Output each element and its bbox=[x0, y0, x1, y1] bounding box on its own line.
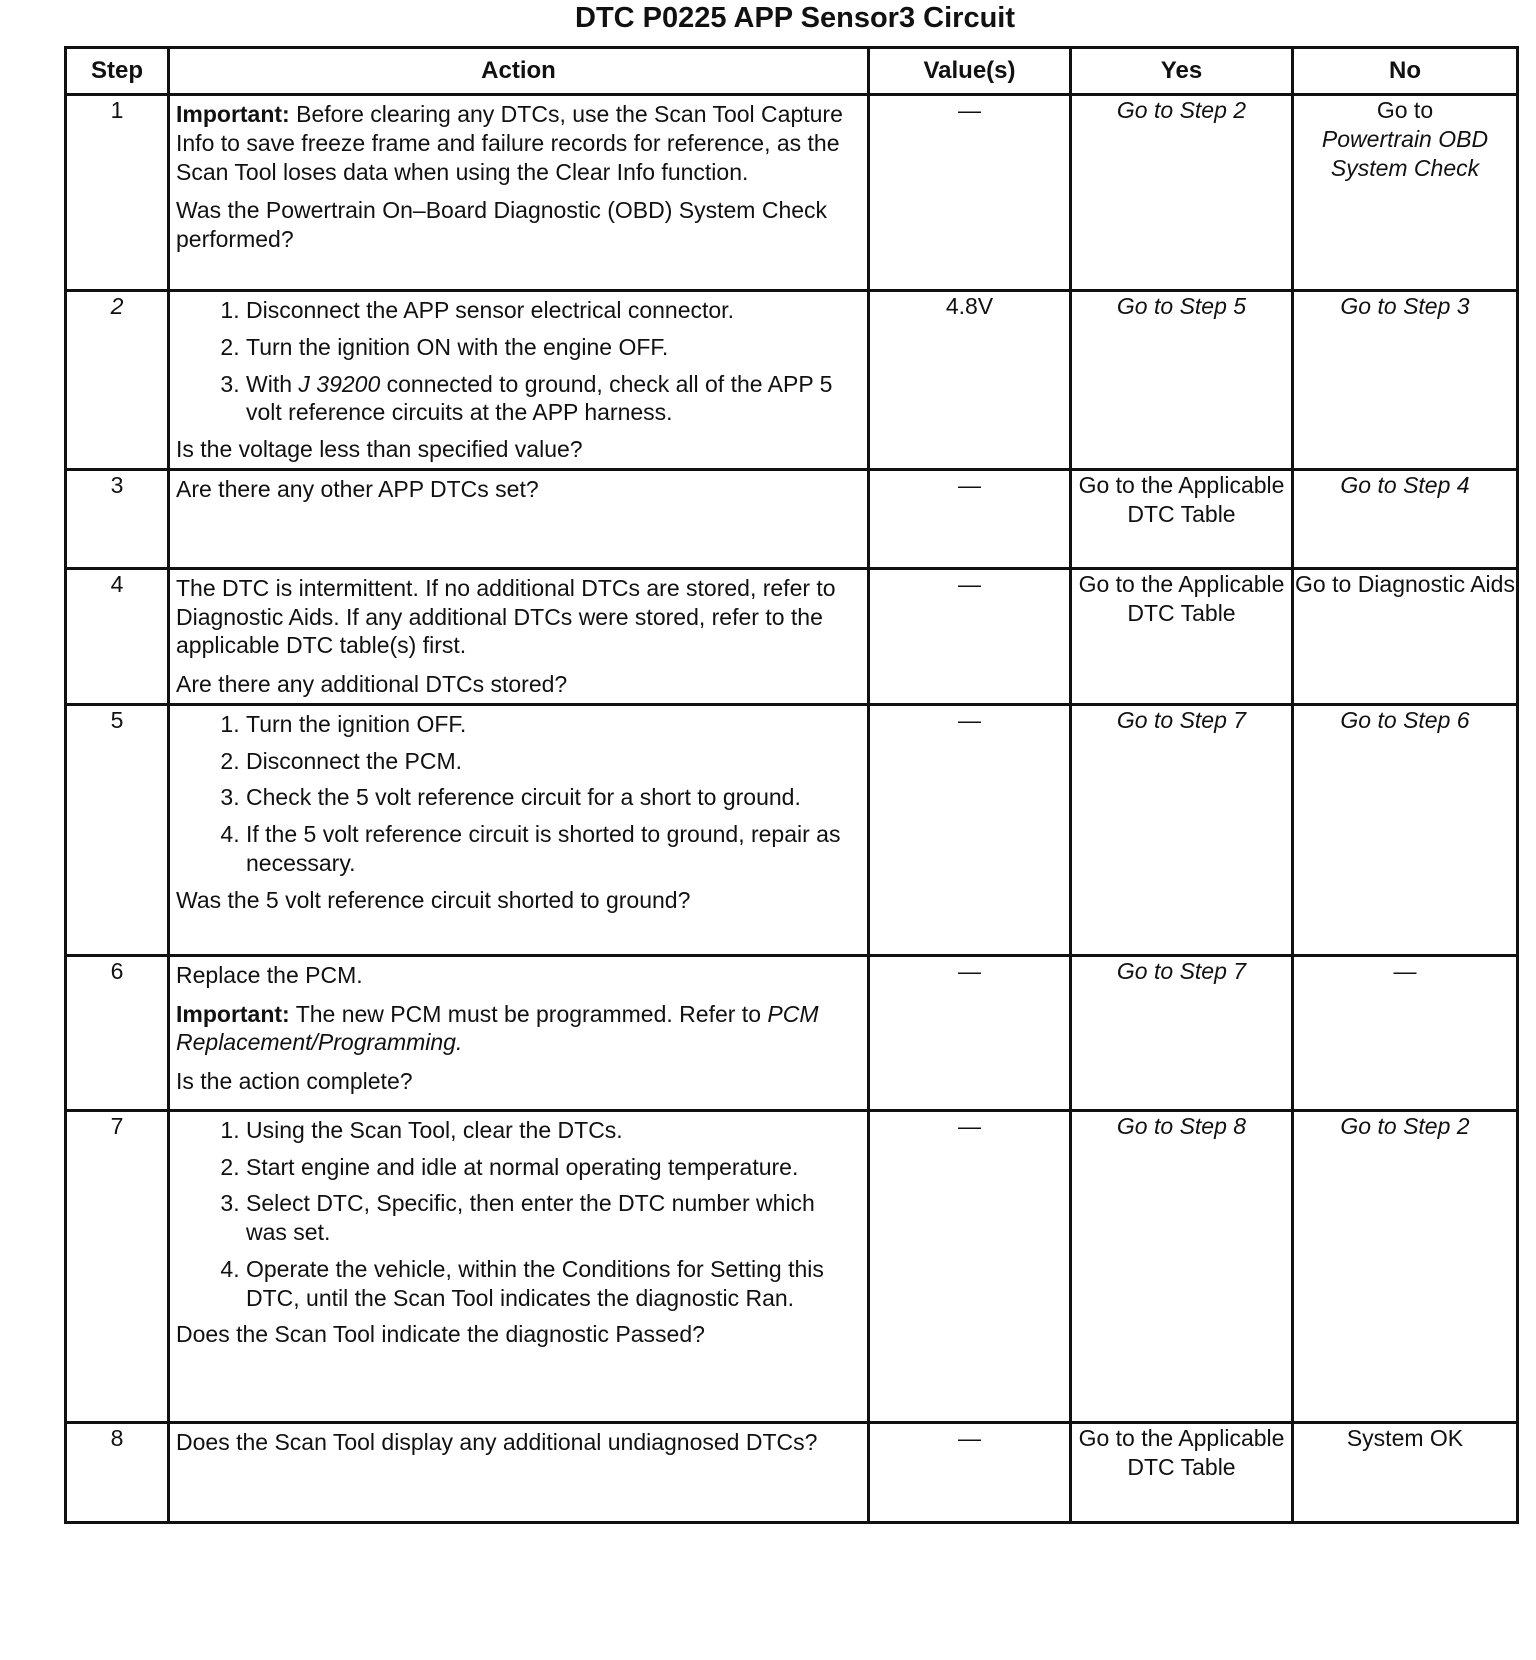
step-number: 4 bbox=[66, 568, 169, 704]
no-prefix: Go to bbox=[1376, 97, 1434, 123]
action-cell bbox=[169, 291, 869, 470]
page-title: DTC P0225 APP Sensor3 Circuit bbox=[575, 2, 1015, 34]
table-row-step-1 bbox=[66, 95, 1518, 291]
value-cell: — bbox=[869, 955, 1071, 1110]
no-cell[interactable]: Go to Step 3 bbox=[1293, 291, 1518, 470]
important-label: Important: bbox=[176, 101, 290, 127]
table-row-step-4 bbox=[66, 568, 1518, 704]
important-text: The new PCM must be programmed. Refer to bbox=[289, 1000, 768, 1027]
action-step: 4. Operate the vehicle, within the Conditions for Setting this DTC, until the Scan Tool indicates the diagnostic Ran. bbox=[246, 1255, 861, 1313]
action-question: Is the voltage less than specified value? bbox=[176, 436, 583, 462]
action-cell bbox=[169, 568, 869, 704]
value-cell: — bbox=[869, 704, 1071, 955]
action-step: 1. Turn the ignition OFF. bbox=[246, 710, 861, 739]
yes-cell[interactable]: Go to Step 7 bbox=[1071, 704, 1293, 955]
action-cell bbox=[169, 955, 869, 1110]
action-question: Does the Scan Tool indicate the diagnostic Passed? bbox=[176, 1321, 705, 1348]
yes-cell[interactable]: Go to the Applicable DTC Table bbox=[1071, 568, 1293, 704]
table-row-step-2 bbox=[66, 291, 1518, 470]
header-values: Value(s) bbox=[869, 48, 1071, 95]
header-action: Action bbox=[169, 48, 869, 95]
action-step: 4. If the 5 volt reference circuit is shorted to ground, repair as necessary. bbox=[246, 820, 861, 878]
no-cell[interactable]: Go to Step 6 bbox=[1293, 704, 1518, 955]
no-cell[interactable]: System OK bbox=[1293, 1422, 1518, 1522]
action-steps bbox=[176, 296, 861, 427]
yes-cell[interactable]: Go to Step 2 bbox=[1071, 95, 1293, 291]
no-cell[interactable]: Go to Step 2 bbox=[1293, 1110, 1518, 1422]
step-number: 1 bbox=[66, 95, 169, 291]
action-step: 1. Using the Scan Tool, clear the DTCs. bbox=[246, 1116, 861, 1145]
step-number: 6 bbox=[66, 955, 169, 1110]
action-question: Is the action complete? bbox=[176, 1068, 413, 1094]
action-step: 2. Start engine and idle at normal operating temperature. bbox=[246, 1153, 861, 1182]
action-cell bbox=[169, 469, 869, 568]
value-cell: — bbox=[869, 469, 1071, 568]
action-cell bbox=[169, 1422, 869, 1522]
action-step: 2. Disconnect the PCM. bbox=[246, 747, 861, 776]
action-cell bbox=[169, 1110, 869, 1422]
action-steps bbox=[176, 710, 861, 878]
value-cell: — bbox=[869, 95, 1071, 291]
no-cell: — bbox=[1293, 955, 1518, 1110]
yes-cell[interactable]: Go to Step 5 bbox=[1071, 291, 1293, 470]
action-question: Are there any other APP DTCs set? bbox=[176, 475, 539, 502]
action-text: The DTC is intermittent. If no additional DTCs are stored, refer to Diagnostic Aids. If any additional DTCs were stored, refer to the applicable DTC table(s) first. bbox=[176, 574, 836, 659]
table-row-step-5 bbox=[66, 704, 1518, 955]
no-cell[interactable]: Go to Diagnostic Aids bbox=[1293, 568, 1518, 704]
value-cell: — bbox=[869, 568, 1071, 704]
yes-cell[interactable]: Go to the Applicable DTC Table bbox=[1071, 469, 1293, 568]
action-question: Was the 5 volt reference circuit shorted to ground? bbox=[176, 886, 691, 913]
yes-cell[interactable]: Go to Step 7 bbox=[1071, 955, 1293, 1110]
reference-link[interactable]: PCM Replacement/Programming. bbox=[176, 1000, 819, 1056]
header-yes: Yes bbox=[1071, 48, 1293, 95]
action-step: 2. Turn the ignition ON with the engine OFF. bbox=[246, 333, 861, 362]
action-question: Does the Scan Tool display any additional undiagnosed DTCs? bbox=[176, 1428, 818, 1455]
no-link[interactable]: Powertrain OBD System Check bbox=[1321, 125, 1489, 181]
value-cell: 4.8V bbox=[869, 291, 1071, 470]
tool-ref: J 39200 bbox=[298, 370, 381, 397]
important-text: Before clearing any DTCs, use the Scan Tool Capture Info to save freeze frame and failure records for reference, as the Scan Tool loses data when using the Clear Info function. bbox=[176, 101, 843, 185]
step-number: 5 bbox=[66, 704, 169, 955]
action-cell bbox=[169, 704, 869, 955]
action-question: Was the Powertrain On–Board Diagnostic (OBD) System Check performed? bbox=[176, 197, 828, 252]
action-cell bbox=[169, 95, 869, 291]
header-step: Step bbox=[66, 48, 169, 95]
step-number: 8 bbox=[66, 1422, 169, 1522]
dtc-table bbox=[64, 46, 1519, 1524]
important-note bbox=[176, 100, 861, 186]
action-step: 3. Check the 5 volt reference circuit for a short to ground. bbox=[246, 783, 861, 812]
action-step: 3. Select DTC, Specific, then enter the DTC number which was set. bbox=[246, 1189, 861, 1247]
important-note bbox=[176, 1000, 861, 1058]
no-cell[interactable] bbox=[1293, 95, 1518, 291]
action-steps bbox=[176, 1116, 861, 1313]
yes-cell[interactable]: Go to the Applicable DTC Table bbox=[1071, 1422, 1293, 1522]
table-row-step-3 bbox=[66, 469, 1518, 568]
no-cell[interactable]: Go to Step 4 bbox=[1293, 469, 1518, 568]
action-question: Are there any additional DTCs stored? bbox=[176, 671, 568, 697]
step-number: 7 bbox=[66, 1110, 169, 1422]
table-row-step-7 bbox=[66, 1110, 1518, 1422]
header-row bbox=[66, 48, 1518, 95]
value-cell: — bbox=[869, 1110, 1071, 1422]
important-label: Important: bbox=[176, 1000, 290, 1027]
step-number: 3 bbox=[66, 469, 169, 568]
value-cell: — bbox=[869, 1422, 1071, 1522]
table-row-step-8 bbox=[66, 1422, 1518, 1522]
header-no: No bbox=[1293, 48, 1518, 95]
step-number: 2 bbox=[66, 291, 169, 470]
action-step: 3. With J 39200 connected to ground, check all of the APP 5 volt reference circuits at the APP harness. bbox=[246, 370, 861, 428]
action-text: Replace the PCM. bbox=[176, 961, 363, 988]
table-row-step-6 bbox=[66, 955, 1518, 1110]
action-step: 1. Disconnect the APP sensor electrical connector. bbox=[246, 296, 861, 325]
yes-cell[interactable]: Go to Step 8 bbox=[1071, 1110, 1293, 1422]
